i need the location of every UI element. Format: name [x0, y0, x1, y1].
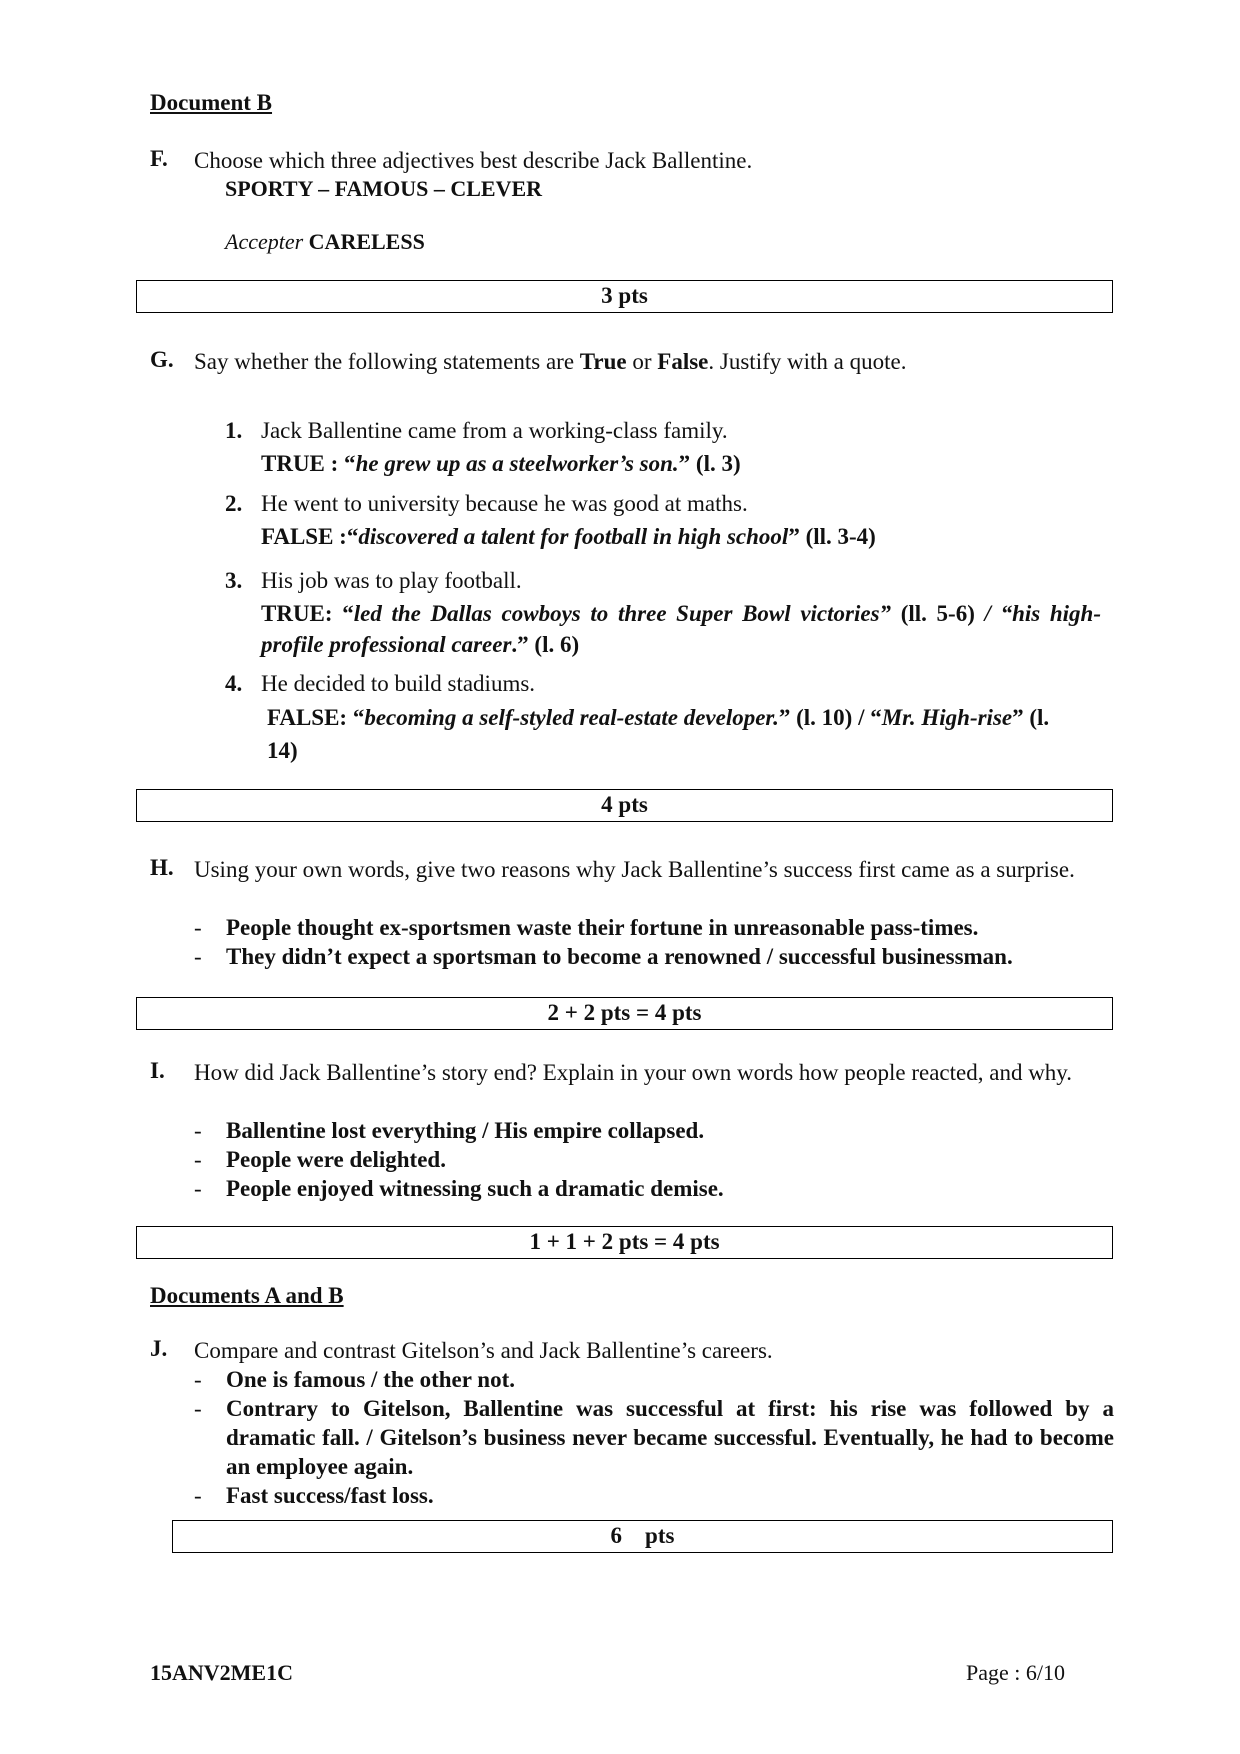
statement-4 [225, 667, 1115, 700]
question-f-text: Choose which three adjectives best describe Jack Ballentine. [194, 148, 753, 173]
question-j-text: Compare and contrast Gitelson’s and Jack Ballentine’s careers. [194, 1338, 773, 1363]
answer-item: - Contrary to Gitelson, Ballentine was successful at first: his rise was followed by a dramatic fall. / Gitelson’s business never became successful. Eventually, he had to become an employee again. [194, 1396, 1114, 1479]
question-f-answer: SPORTY – FAMOUS – CLEVER [225, 176, 543, 201]
question-h-letter: H. [150, 855, 174, 880]
answer-item: - People enjoyed witnessing such a dramatic demise. [194, 1176, 724, 1201]
question-g-letter: G. [150, 347, 174, 372]
answer-item: - People thought ex-sportsmen waste their fortune in unreasonable pass-times. [194, 915, 979, 940]
statement-1 [225, 414, 1115, 447]
question-f-accept [225, 229, 425, 255]
statement-2-num: 2. [225, 491, 243, 516]
question-i-letter: I. [150, 1058, 165, 1083]
statement-1-answer: TRUE : “he grew up as a steelworker’s son.” (l. 3) [261, 451, 741, 476]
footer-code: 15ANV2ME1C [150, 1660, 293, 1685]
question-g-true: True [579, 349, 627, 374]
document-b-heading: Document B [150, 90, 273, 115]
question-g-post: . Justify with a quote. [708, 349, 907, 374]
statement-4-text: He decided to build stadiums. [261, 671, 536, 696]
accept-value: CARELESS [308, 229, 425, 254]
question-g-false: False [657, 349, 709, 374]
answer-item: - Ballentine lost everything / His empire collapsed. [194, 1118, 705, 1143]
question-h-points: 2 + 2 pts = 4 pts [136, 997, 1113, 1030]
question-g-pre: Say whether the following statements are [194, 349, 580, 374]
question-f-letter: F. [150, 146, 168, 171]
answer-item: - People were delighted. [194, 1147, 446, 1172]
statement-3-answer: TRUE: “led the Dallas cowboys to three Super Bowl victories” (ll. 5-6) / “his high-profile professional career.” (l. 6) [261, 601, 1102, 657]
statement-3 [225, 564, 1115, 597]
answer-item: - They didn’t expect a sportsman to become a renowned / successful businessman. [194, 944, 1013, 969]
question-j-letter: J. [150, 1336, 168, 1361]
question-h-answers [194, 913, 1114, 971]
answer-item: - Fast success/fast loss. [194, 1483, 434, 1508]
question-i-points: 1 + 1 + 2 pts = 4 pts [136, 1226, 1113, 1259]
footer-page-number: Page : 6/10 [966, 1660, 1065, 1685]
question-f-points: 3 pts [136, 280, 1113, 313]
statement-3-num: 3. [225, 568, 243, 593]
statement-2-answer: FALSE :“discovered a talent for football in high school” (ll. 3-4) [261, 524, 876, 549]
question-j-points: 6 pts [172, 1520, 1113, 1553]
question-i-answers [194, 1116, 1114, 1203]
statement-3-text: His job was to play football. [261, 568, 522, 593]
statement-1-num: 1. [225, 418, 243, 443]
question-i-text: How did Jack Ballentine’s story end? Explain in your own words how people reacted, and why. [194, 1060, 1073, 1085]
statement-1-text: Jack Ballentine came from a working-class family. [261, 418, 728, 443]
documents-a-b-heading: Documents A and B [150, 1283, 344, 1308]
question-j-answers [194, 1365, 1114, 1510]
question-g-points: 4 pts [136, 789, 1113, 822]
question-h-text: Using your own words, give two reasons why Jack Ballentine’s success first came as a surprise. [194, 857, 1075, 882]
statement-4-answer: FALSE: “becoming a self-styled real-estate developer.” (l. 10) / “Mr. High-rise” (l. 14) [267, 705, 1050, 763]
statement-4-num: 4. [225, 671, 243, 696]
answer-item: - One is famous / the other not. [194, 1367, 515, 1392]
question-g-text [194, 347, 1114, 376]
question-g-or: or [626, 349, 658, 374]
statement-2 [225, 487, 1115, 520]
accept-label: Accepter [225, 229, 304, 254]
statement-2-text: He went to university because he was good at maths. [261, 491, 748, 516]
